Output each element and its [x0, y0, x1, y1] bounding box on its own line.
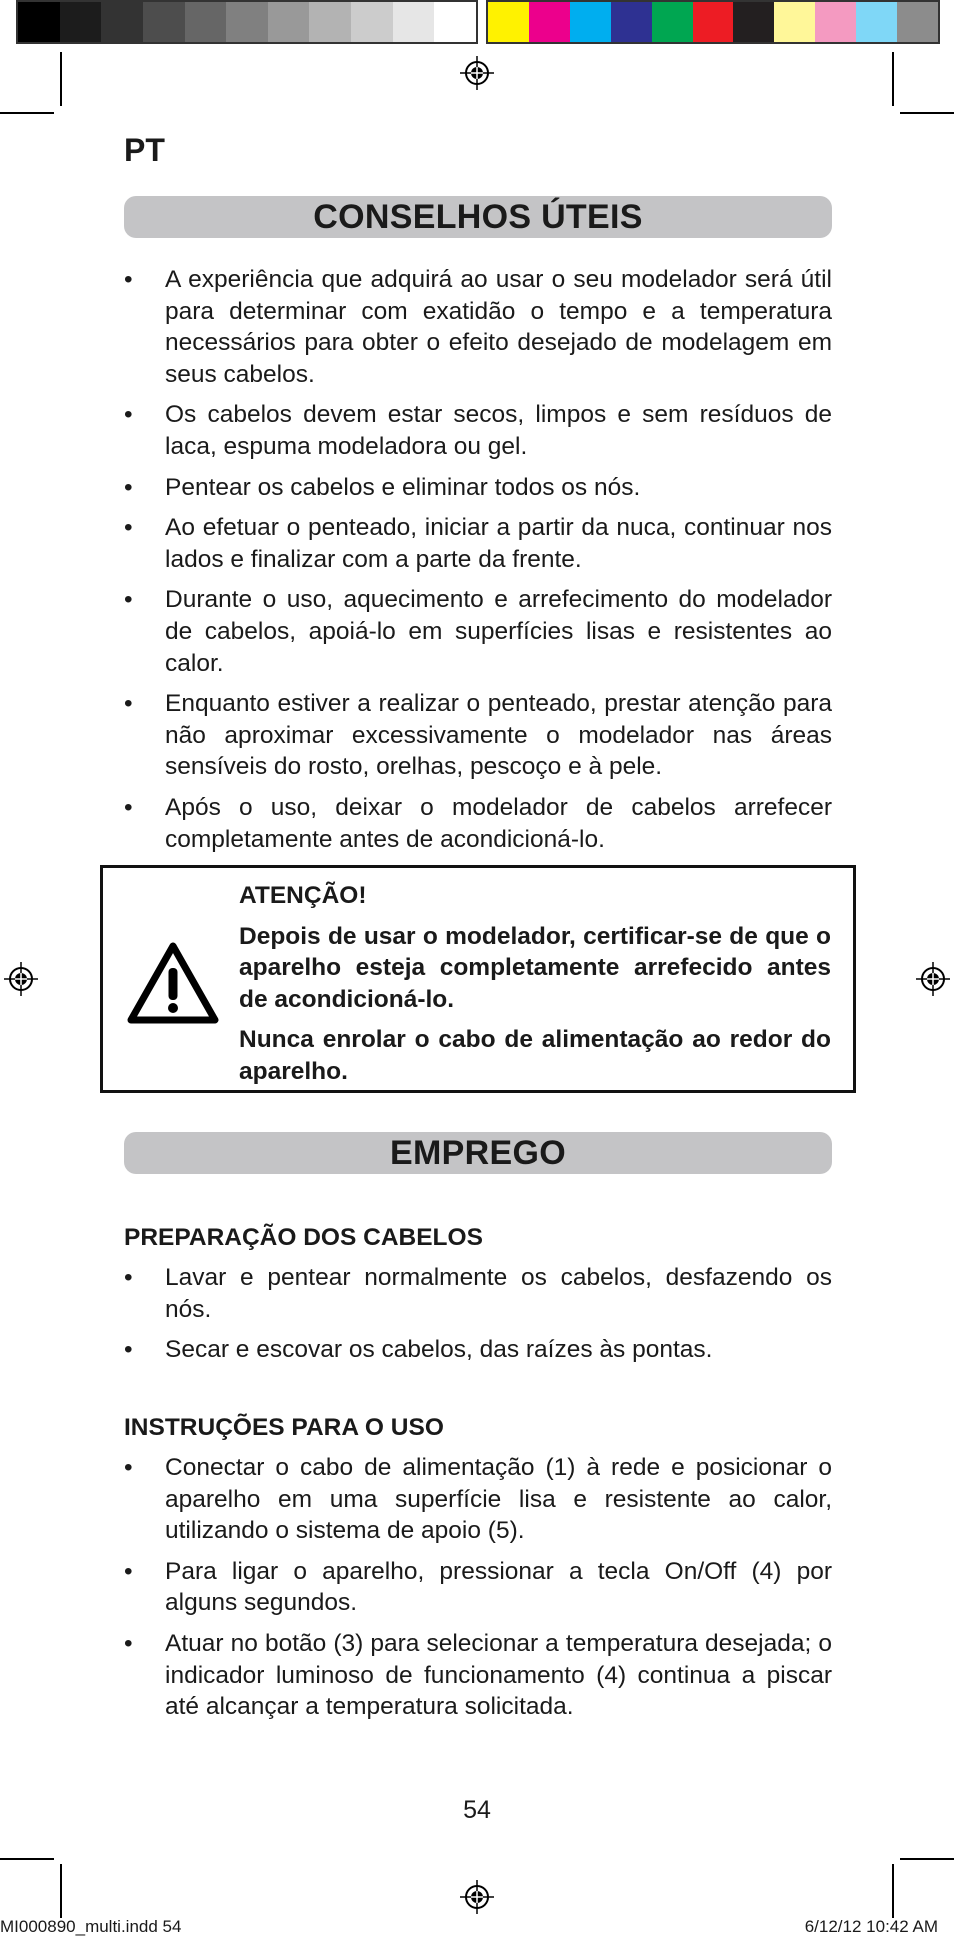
color-swatch	[693, 2, 734, 42]
tip-item	[124, 472, 832, 504]
list-item-text: Para ligar o aparelho, pressionar a tecla On/Off (4) por alguns segundos.	[165, 1557, 832, 1617]
color-swatch	[143, 2, 185, 42]
bullet-point: •	[124, 1264, 133, 1291]
tip-item	[124, 584, 832, 679]
color-swatch	[309, 2, 351, 42]
registration-mark-icon	[460, 56, 494, 90]
instruction-item	[124, 1452, 832, 1547]
tip-item	[124, 792, 832, 855]
warning-box	[100, 865, 856, 1093]
warning-text	[239, 880, 831, 1097]
crop-mark	[60, 52, 62, 106]
preparation-item	[124, 1334, 832, 1366]
list-item-text: Durante o uso, aquecimento e arrefecimento do modelador de cabelos, apoiá-lo em superfícies lisas e resistentes ao calor.	[165, 586, 832, 677]
warning-line: Depois de usar o modelador, certificar-se de que o aparelho esteja completamente arrefecido antes de acondicioná-lo.	[239, 922, 831, 1013]
color-swatch	[434, 2, 476, 42]
gray-calibration-bar	[16, 0, 478, 44]
color-calibration-bar	[486, 0, 940, 44]
color-swatch	[815, 2, 856, 42]
color-swatch	[185, 2, 227, 42]
list-item-text: Ao efetuar o penteado, iniciar a partir da nuca, continuar nos lados e finalizar com a parte da frente.	[165, 514, 832, 573]
list-item-text: Secar e escovar os cabelos, das raízes às pontas.	[165, 1336, 713, 1364]
list-item-text: A experiência que adquirá ao usar o seu modelador será útil para determinar com exatidão o tempo e a temperatura necessários para obter o efeito desejado de modelagem em seus cabelos.	[165, 266, 832, 388]
bullet-point: •	[124, 473, 133, 501]
slug-timestamp: 6/12/12 10:42 AM	[804, 1917, 938, 1936]
color-swatch	[529, 2, 570, 42]
bullet-point: •	[124, 266, 133, 293]
bullet-point: •	[124, 1454, 133, 1481]
subheading-instructions: INSTRUÇÕES PARA O USO	[124, 1414, 444, 1441]
color-swatch	[897, 2, 938, 42]
bullet-point: •	[124, 586, 133, 614]
crop-mark	[60, 1864, 62, 1918]
bullet-point: •	[124, 793, 133, 821]
crop-mark	[900, 1858, 954, 1860]
preparation-item	[124, 1262, 832, 1325]
color-swatch	[488, 2, 529, 42]
warning-title: ATENÇÃO!	[239, 882, 367, 909]
section-title-tips: CONSELHOS ÚTEIS	[124, 196, 832, 238]
tip-item	[124, 688, 832, 783]
list-item-text: Após o uso, deixar o modelador de cabelos arrefecer completamente antes de acondicioná-lo.	[165, 793, 832, 853]
crop-mark	[0, 1858, 54, 1860]
color-swatch	[351, 2, 393, 42]
tip-item	[124, 399, 832, 462]
preparation-list	[124, 1262, 832, 1375]
language-label: PT	[124, 132, 165, 168]
color-swatch	[652, 2, 693, 42]
warning-line: Nunca enrolar o cabo de alimentação ao redor do aparelho.	[239, 1026, 831, 1085]
color-swatch	[18, 2, 60, 42]
crop-mark	[892, 1864, 894, 1918]
color-swatch	[393, 2, 435, 42]
crop-mark	[0, 112, 54, 114]
list-item-text: Enquanto estiver a realizar o penteado, prestar atenção para não aproximar excessivamente o modelador nas áreas sensíveis do rosto, orelhas, pescoço e à pele.	[165, 690, 832, 781]
crop-mark	[892, 52, 894, 106]
bullet-point: •	[124, 1336, 133, 1364]
instructions-list	[124, 1452, 832, 1732]
bullet-point: •	[124, 514, 133, 542]
page-number: 54	[463, 1796, 491, 1824]
color-swatch	[570, 2, 611, 42]
bullet-point: •	[124, 1557, 133, 1585]
registration-mark-icon	[4, 962, 38, 996]
tips-list	[124, 264, 832, 864]
slug-file-name: MI000890_multi.indd 54	[0, 1917, 182, 1936]
list-item-text: Os cabelos devem estar secos, limpos e sem resíduos de laca, espuma modeladora ou gel.	[165, 401, 832, 460]
color-swatch	[101, 2, 143, 42]
registration-mark-icon	[916, 962, 950, 996]
list-item-text: Atuar no botão (3) para selecionar a temperatura desejada; o indicador luminoso de funcionamento (4) continua a piscar até alcançar a temperatura solicitada.	[165, 1629, 832, 1721]
list-item-text: Pentear os cabelos e eliminar todos os nós.	[165, 473, 641, 501]
crop-mark	[900, 112, 954, 114]
color-swatch	[611, 2, 652, 42]
warning-triangle-icon	[125, 940, 221, 1026]
color-swatch	[60, 2, 102, 42]
subheading-preparation: PREPARAÇÃO DOS CABELOS	[124, 1224, 483, 1251]
section-title-use: EMPREGO	[124, 1132, 832, 1174]
color-swatch	[733, 2, 774, 42]
instruction-item	[124, 1628, 832, 1723]
bullet-point: •	[124, 1629, 133, 1657]
list-item-text: Lavar e pentear normalmente os cabelos, desfazendo os nós.	[165, 1264, 832, 1323]
color-swatch	[774, 2, 815, 42]
registration-mark-icon	[460, 1880, 494, 1914]
list-item-text: Conectar o cabo de alimentação (1) à rede e posicionar o aparelho em uma superfície lisa e resistente ao calor, utilizando o sistema de apoio (5).	[165, 1454, 832, 1545]
instruction-item	[124, 1556, 832, 1619]
color-swatch	[226, 2, 268, 42]
tip-item	[124, 264, 832, 390]
bullet-point: •	[124, 690, 133, 718]
color-swatch	[268, 2, 310, 42]
color-swatch	[856, 2, 897, 42]
tip-item	[124, 512, 832, 575]
bullet-point: •	[124, 401, 133, 429]
